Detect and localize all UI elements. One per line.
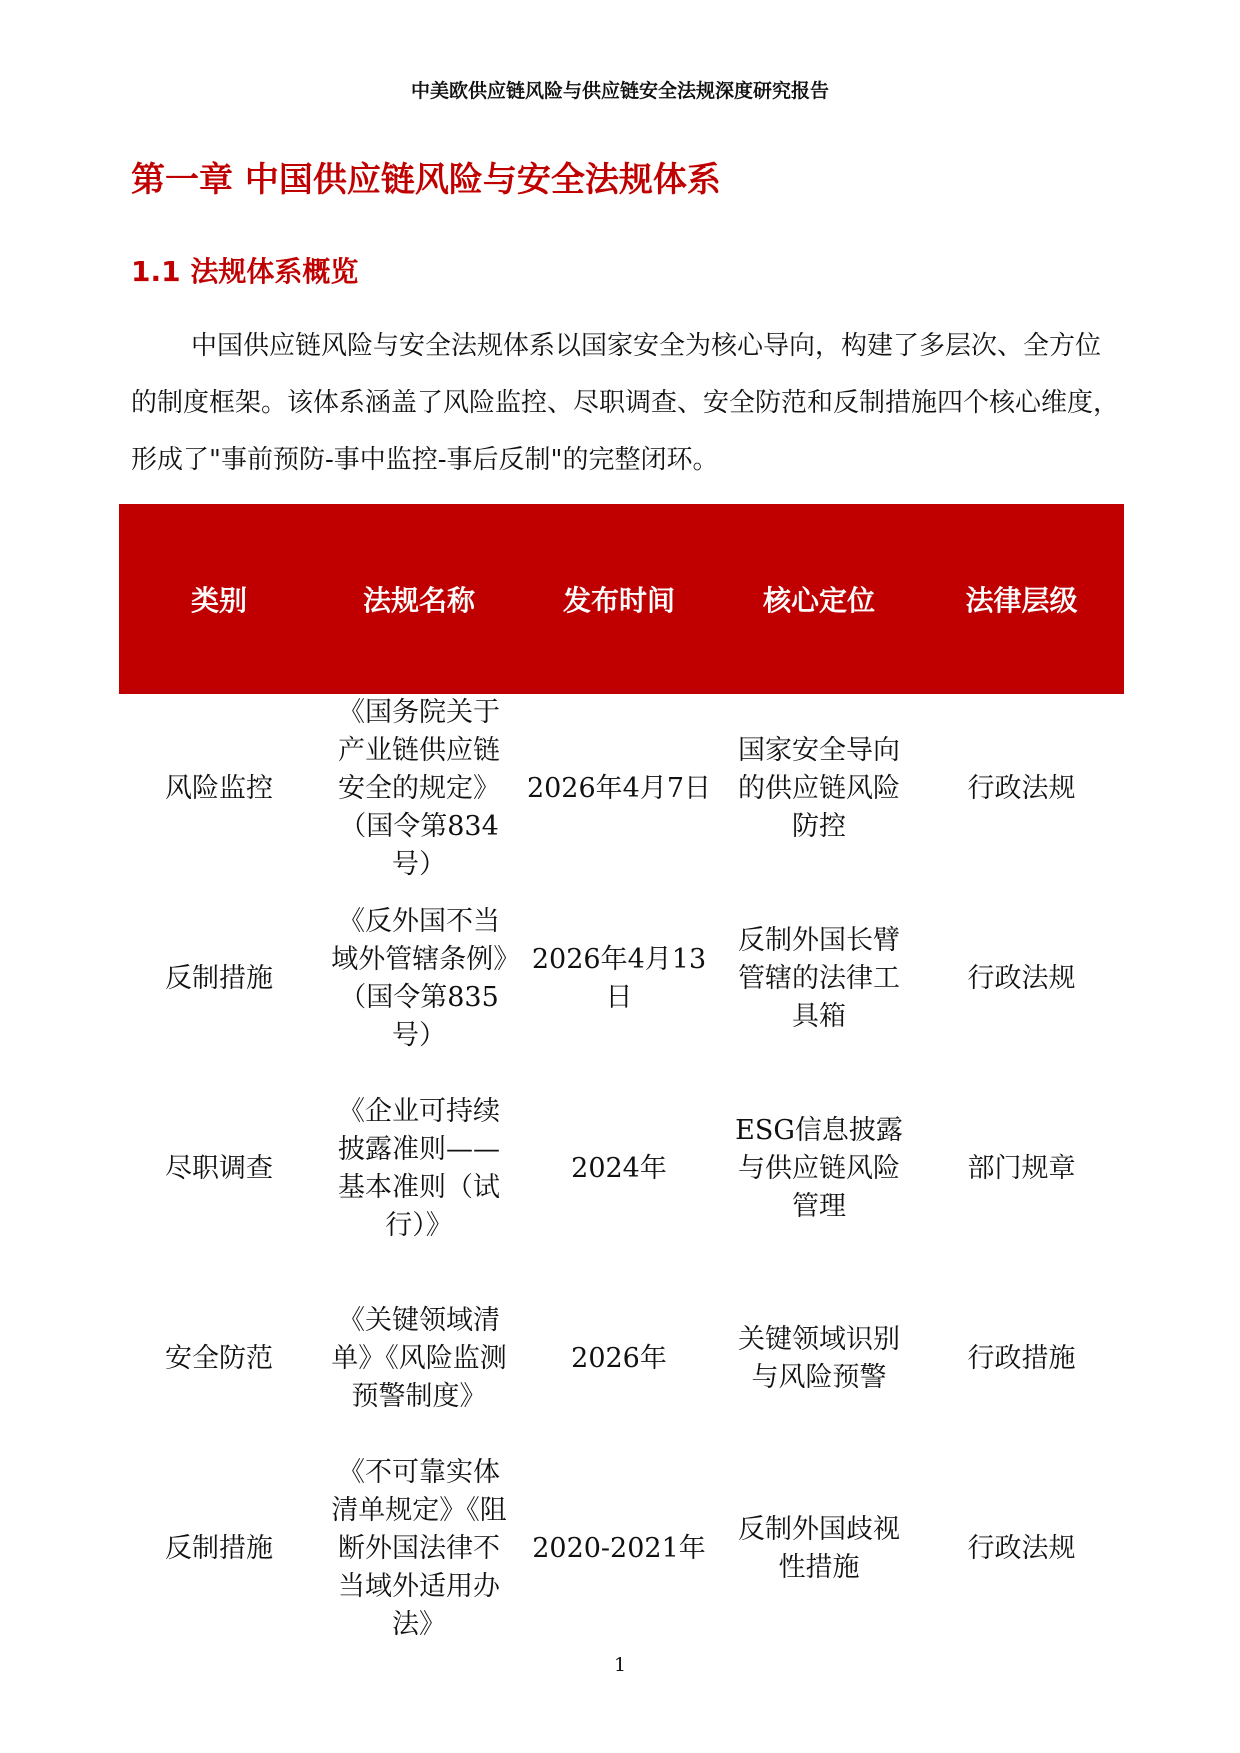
cell-category: 安全防范 (165, 1343, 273, 1374)
cell-core-positioning: 关键领域识别与风险预警 (738, 1324, 900, 1393)
cell-regulation-name: 《关键领域清单》《风险监测预警制度》 (331, 1305, 507, 1412)
cell-legal-level: 行政法规 (967, 963, 1076, 994)
cell-release-date: 2026年4月7日 (526, 773, 712, 804)
cell-legal-level: 行政措施 (967, 1343, 1076, 1374)
column-header-release-date: 发布时间 (562, 584, 675, 617)
cell-core-positioning: 反制外国长臂管辖的法律工具箱 (738, 925, 900, 1032)
cell-core-positioning: ESG信息披露与供应链风险管理 (735, 1115, 903, 1222)
table-row (119, 694, 1124, 884)
cell-legal-level: 行政法规 (967, 773, 1076, 804)
cell-category: 反制措施 (165, 963, 273, 994)
cell-release-date: 2024年 (571, 1153, 667, 1184)
cell-regulation-name: 《反外国不当域外管辖条例》（国令第835号） (331, 906, 507, 1051)
table-row (119, 1264, 1124, 1454)
intro-paragraph: 中国供应链风险与安全法规体系以国家安全为核心导向，构建了多层次、全方位的制度框架。该体系涵盖了风险监控、尽职调查、安全防范和反制措施四个核心维度，形成了"事前预防-事中监控-事后反制"的完整闭环。 (131, 331, 1120, 475)
cell-release-date: 2026年4月13日 (531, 944, 707, 1013)
table-row (119, 884, 1124, 1074)
cell-release-date: 2020-2021年 (532, 1533, 706, 1564)
cell-legal-level: 部门规章 (967, 1153, 1076, 1184)
cell-category: 反制措施 (165, 1533, 273, 1564)
table-row (119, 1074, 1124, 1264)
column-header-core-positioning: 核心定位 (762, 584, 875, 617)
cell-regulation-name: 《企业可持续披露准则——基本准则（试行）》 (338, 1096, 500, 1241)
column-header-regulation-name: 法规名称 (362, 584, 475, 617)
cell-category: 尽职调查 (165, 1153, 273, 1184)
page-number: 1 (613, 1654, 627, 1676)
cell-legal-level: 行政法规 (967, 1533, 1076, 1564)
chapter-title: 第一章 中国供应链风险与安全法规体系 (131, 160, 721, 200)
column-header-category: 类别 (190, 584, 247, 617)
cell-release-date: 2026年 (571, 1343, 667, 1374)
cell-regulation-name: 《国务院关于产业链供应链安全的规定》（国令第834号） (338, 697, 500, 880)
cell-core-positioning: 国家安全导向的供应链风险防控 (738, 735, 900, 842)
running-header: 中美欧供应链风险与供应链安全法规深度研究报告 (410, 80, 829, 102)
section-title: 1.1 法规体系概览 (131, 255, 359, 288)
table-header-row (119, 504, 1124, 694)
cell-core-positioning: 反制外国歧视性措施 (738, 1514, 900, 1583)
column-header-legal-level: 法律层级 (965, 584, 1078, 617)
table-row (119, 1454, 1124, 1644)
cell-category: 风险监控 (165, 773, 273, 804)
cell-regulation-name: 《不可靠实体清单规定》《阻断外国法律不当域外适用办法》 (331, 1457, 507, 1640)
